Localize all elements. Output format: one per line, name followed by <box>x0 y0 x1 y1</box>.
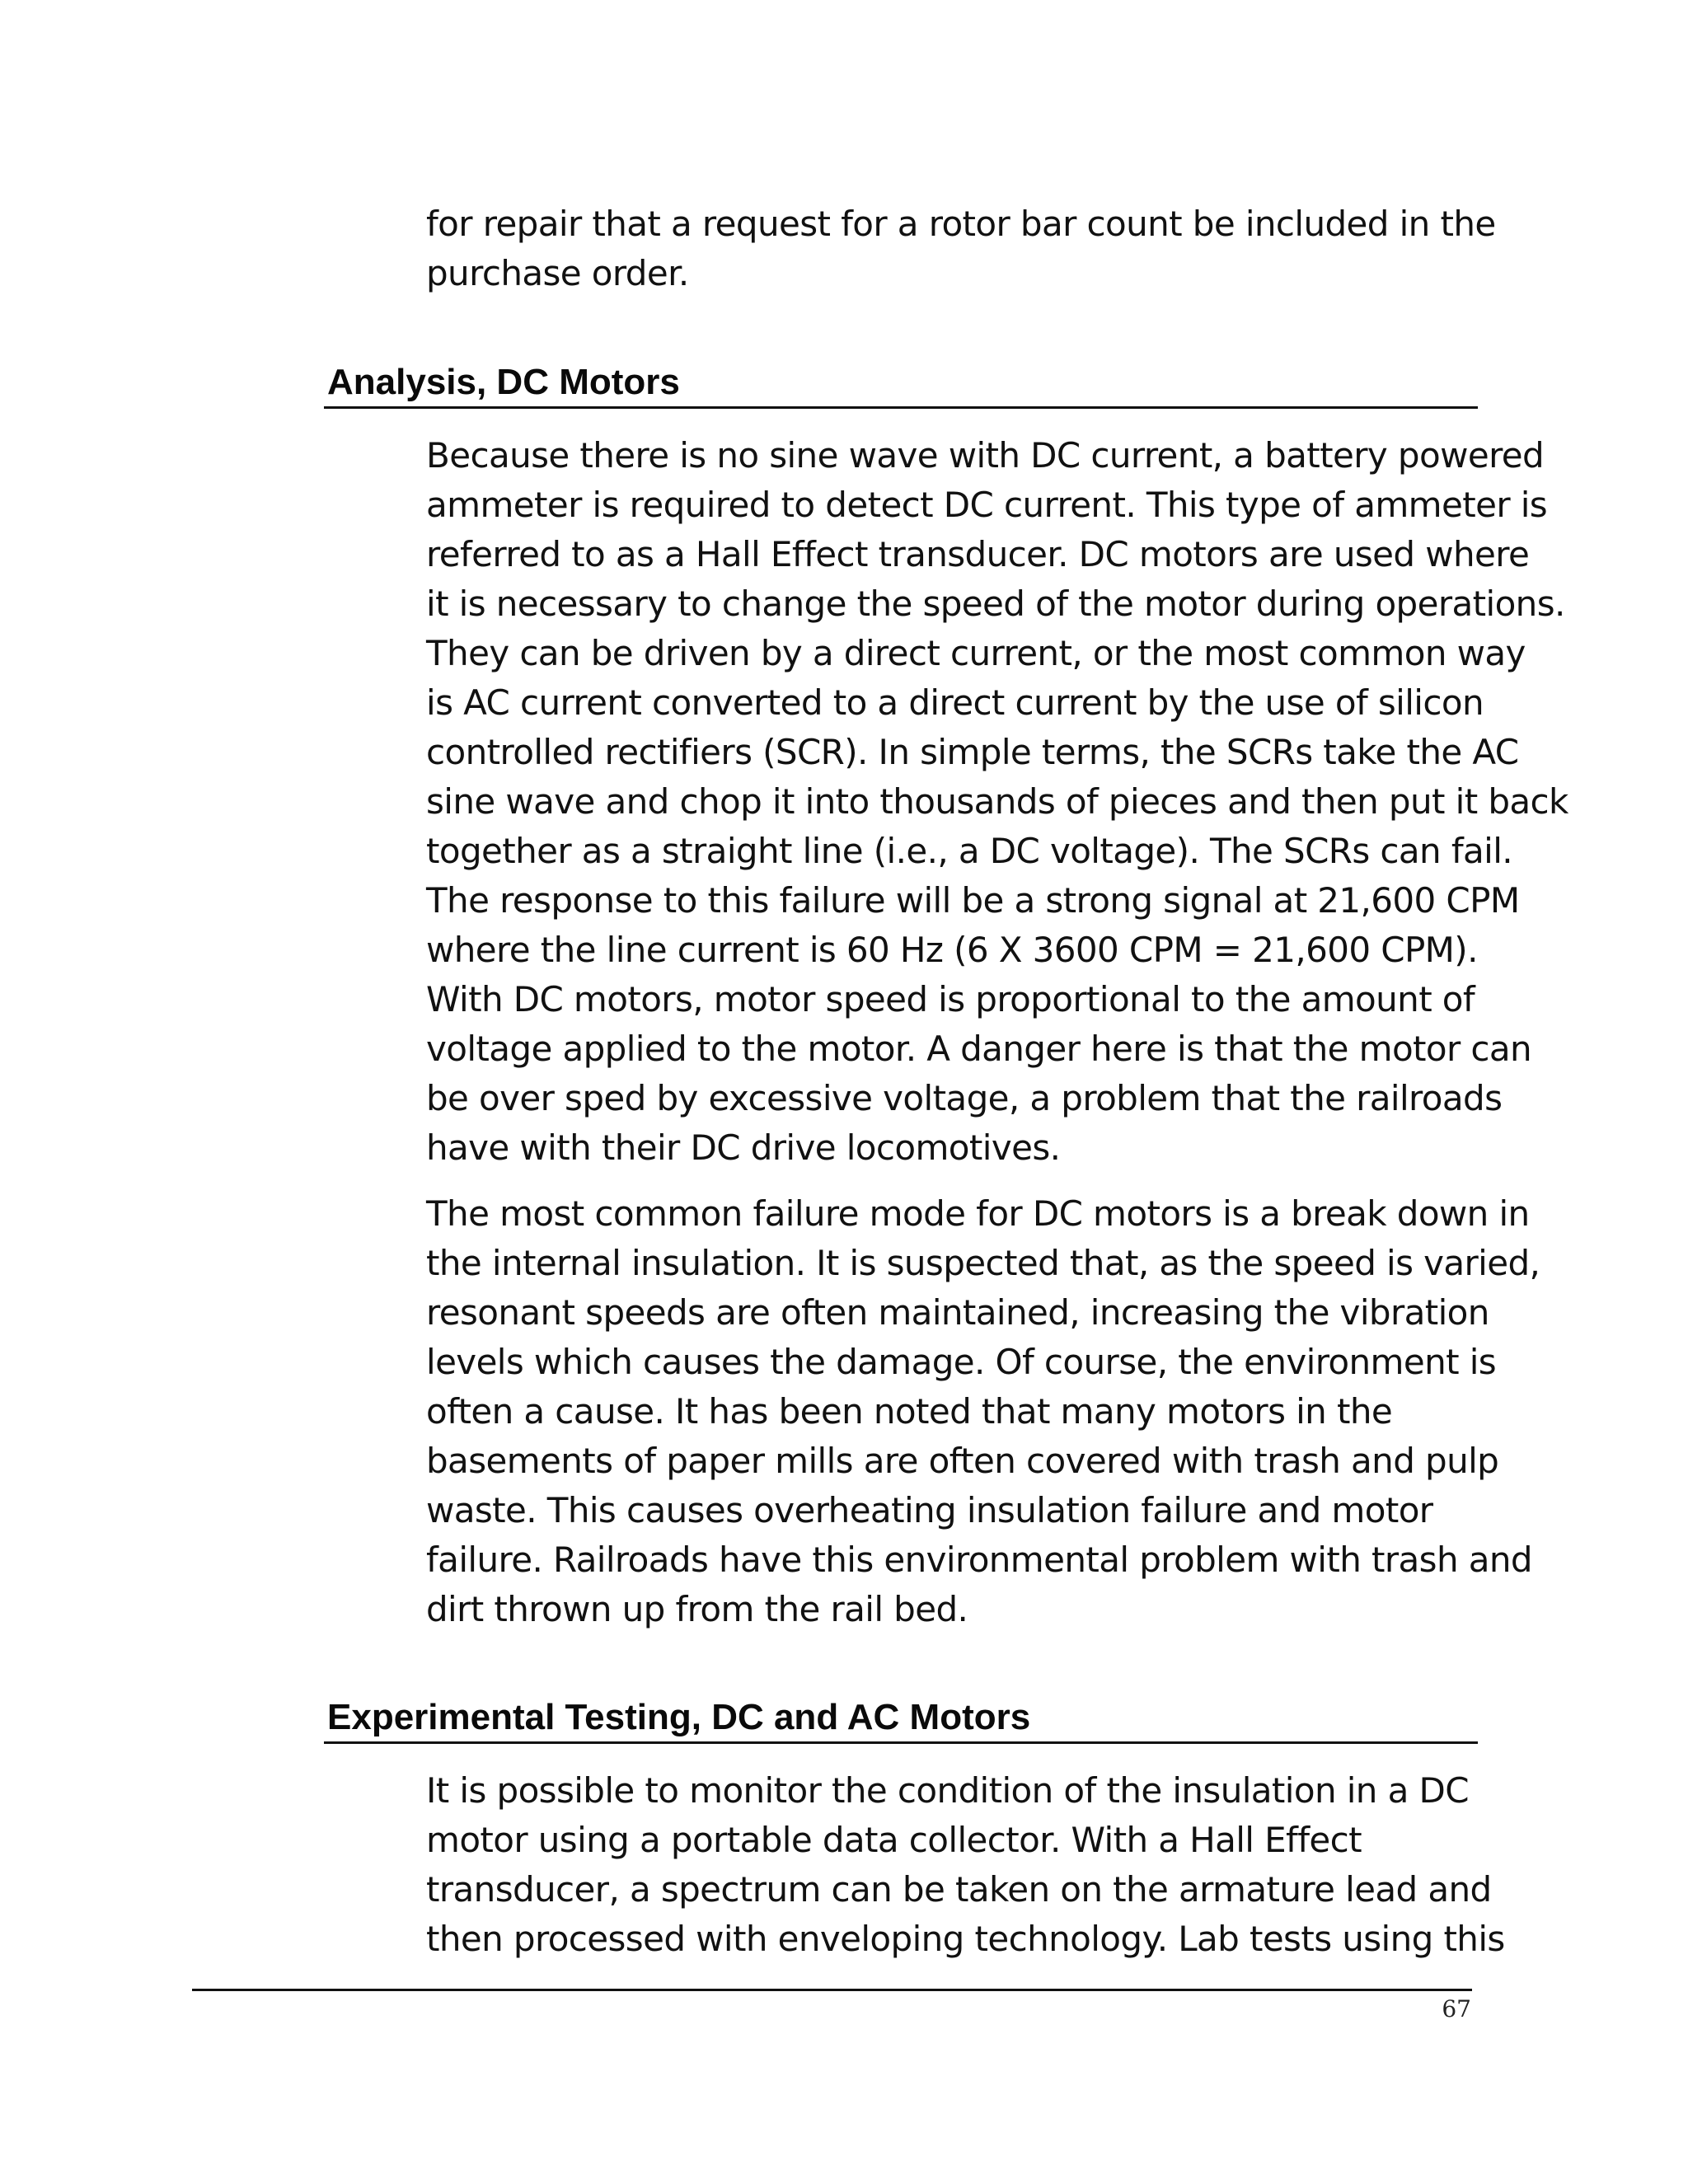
page-number: 67 <box>1442 1995 1471 2022</box>
text-line: It is possible to monitor the condition of the insulation in a DC <box>426 1770 1469 1811</box>
text-line: it is necessary to change the speed of the motor during operations. <box>426 583 1565 624</box>
text-line: together as a straight line (i.e., a DC voltage). The SCRs can fail. <box>426 831 1513 871</box>
text-line: basements of paper mills are often covered with trash and pulp <box>426 1441 1499 1481</box>
text-line: failure. Railroads have this environmental problem with trash and <box>426 1540 1532 1580</box>
footer-rule <box>192 1989 1472 1991</box>
continuation-paragraph <box>426 199 1496 298</box>
text-line: controlled rectifiers (SCR). In simple terms, the SCRs take the AC <box>426 732 1519 772</box>
text-line: purchase order. <box>426 253 689 293</box>
text-line: dirt thrown up from the rail bed. <box>426 1589 968 1629</box>
text-line: ammeter is required to detect DC current. This type of ammeter is <box>426 485 1548 525</box>
text-line: be over sped by excessive voltage, a problem that the railroads <box>426 1078 1503 1118</box>
text-line: resonant speeds are often maintained, increasing the vibration <box>426 1292 1489 1333</box>
text-line: the internal insulation. It is suspected that, as the speed is varied, <box>426 1243 1540 1283</box>
text-line: waste. This causes overheating insulation failure and motor <box>426 1490 1433 1530</box>
text-line: They can be driven by a direct current, or the most common way <box>426 633 1526 673</box>
text-line: The response to this failure will be a strong signal at 21,600 CPM <box>426 880 1520 921</box>
text-line: have with their DC drive locomotives. <box>426 1127 1061 1168</box>
text-line: referred to as a Hall Effect transducer. DC motors are used where <box>426 534 1530 574</box>
heading-rule <box>324 406 1478 409</box>
heading-rule <box>324 1741 1478 1744</box>
section1-paragraph-1 <box>426 431 1568 1173</box>
text-line: sine wave and chop it into thousands of pieces and then put it back <box>426 781 1568 822</box>
text-line: then processed with enveloping technology. Lab tests using this <box>426 1919 1505 1959</box>
text-line: for repair that a request for a rotor bar count be included in the <box>426 204 1496 244</box>
text-line: often a cause. It has been noted that many motors in the <box>426 1391 1393 1432</box>
text-line: With DC motors, motor speed is proportional to the amount of <box>426 979 1475 1019</box>
text-line: is AC current converted to a direct current by the use of silicon <box>426 682 1484 723</box>
text-line: Because there is no sine wave with DC current, a battery powered <box>426 435 1545 476</box>
text-line: levels which causes the damage. Of course, the environment is <box>426 1342 1497 1382</box>
section-heading-experimental-testing: Experimental Testing, DC and AC Motors <box>327 1697 1031 1737</box>
section1-paragraph-2 <box>426 1189 1540 1634</box>
text-line: The most common failure mode for DC motors is a break down in <box>426 1193 1530 1234</box>
text-line: transducer, a spectrum can be taken on the armature lead and <box>426 1869 1492 1910</box>
text-line: where the line current is 60 Hz (6 X 3600 CPM = 21,600 CPM). <box>426 930 1478 970</box>
text-line: voltage applied to the motor. A danger here is that the motor can <box>426 1029 1532 1069</box>
section-heading-analysis-dc-motors: Analysis, DC Motors <box>327 362 680 402</box>
section2-paragraph-1 <box>426 1766 1505 1964</box>
text-line: motor using a portable data collector. With a Hall Effect <box>426 1820 1362 1860</box>
